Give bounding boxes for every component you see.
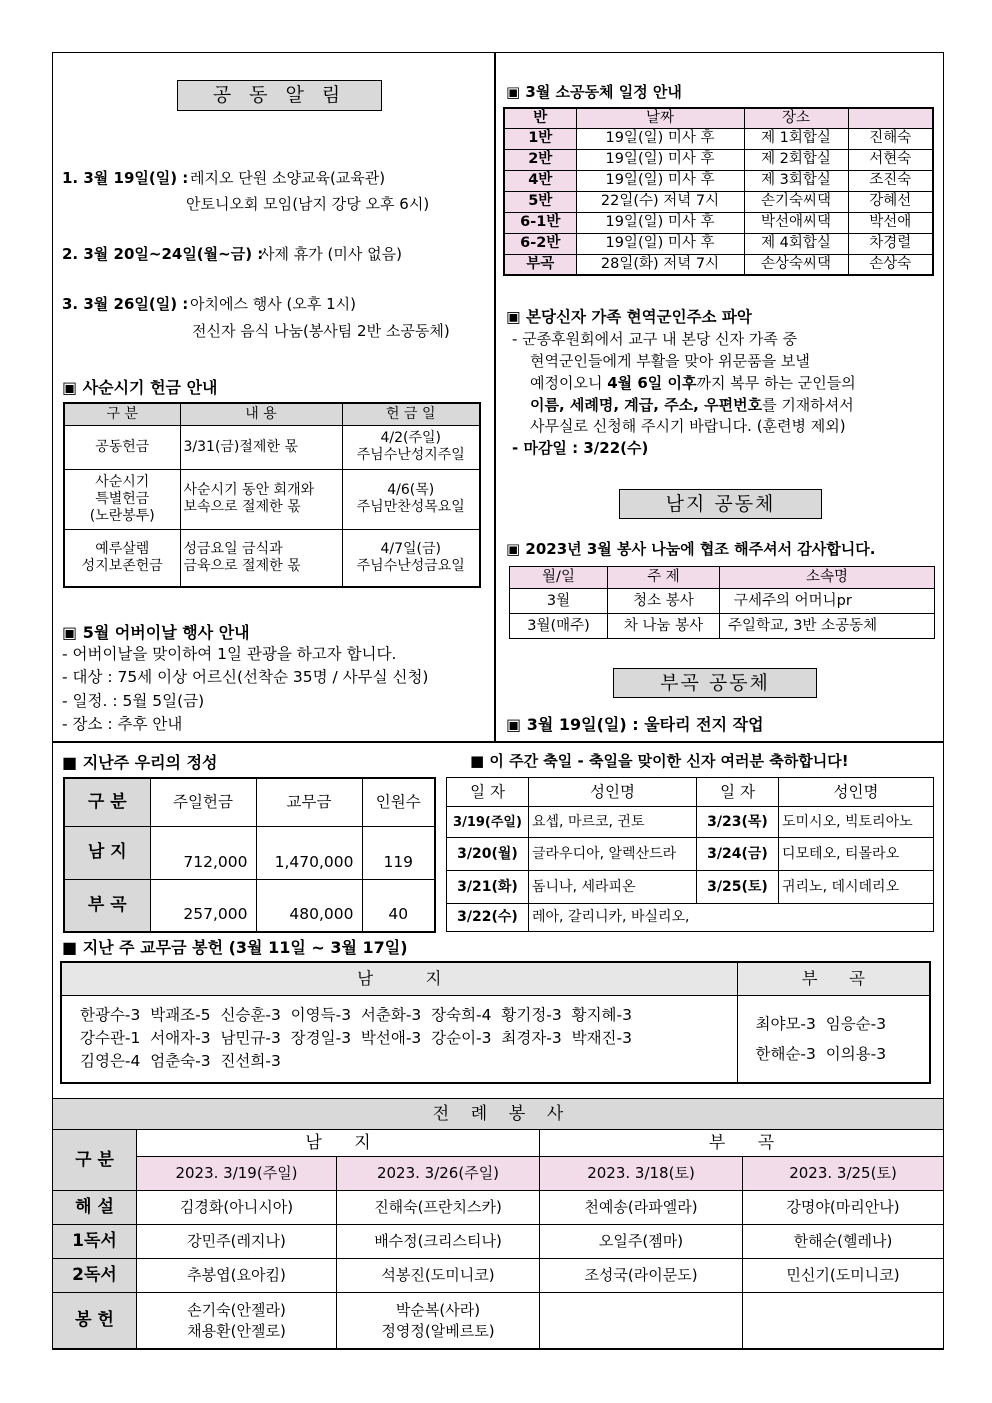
military-line: 현역군인들에게 부활을 맞아 위문품을 보낼: [530, 352, 810, 370]
offering-cell: 480,000: [256, 879, 362, 932]
liturgy-date: 2023. 3/19(주일): [137, 1157, 337, 1191]
offering-cell: 712,000: [150, 826, 256, 879]
sc-cell: 제 2회합실: [744, 149, 848, 170]
liturgy-cell: 손기숙(안젤라) 채용환(안젤로): [137, 1293, 337, 1349]
sc-header: 날짜: [576, 108, 744, 128]
lent-cell: 성금요일 금식과 금육으로 절제한 몫: [180, 529, 342, 587]
offering-cell: 40: [362, 879, 435, 932]
feast-header: 일 자: [447, 778, 529, 807]
sc-cell: 19일(일) 미사 후: [576, 128, 744, 149]
mayday-title: ▣ 5월 어버이날 행사 안내: [62, 623, 250, 642]
liturgy-cell: 석봉진(도미니코): [337, 1259, 540, 1293]
feast-header: 일 자: [697, 778, 779, 807]
sc-cell: 손기숙씨댁: [744, 191, 848, 212]
liturgy-cell: 배수정(크리스티나): [337, 1225, 540, 1259]
mayday-line: - 장소 : 추후 안내: [62, 715, 183, 733]
namji-thanks: ▣ 2023년 3월 봉사 나눔에 협조 해주셔서 감사합니다.: [506, 540, 876, 558]
sc-cell: 손상숙씨댁: [744, 254, 848, 275]
feast-cell: 돔니나, 세라피온: [529, 871, 697, 904]
feast-title: ■ 이 주간 축일 - 축일을 맞이한 신자 여러분 축하합니다!: [470, 752, 849, 770]
feast-header: 성인명: [529, 778, 697, 807]
military-line: 예정이오니 4월 6일 이후까지 복무 하는 군인들의: [530, 374, 856, 392]
sc-cell: 19일(일) 미사 후: [576, 212, 744, 233]
ns-cell: 주일학교, 3반 소공동체: [720, 614, 935, 639]
dues-namji-header: 남 지: [61, 962, 737, 995]
dues-title: ■ 지난 주 교무금 봉헌 (3월 11일 ~ 3월 17일): [62, 938, 408, 957]
feast-cell: 3/22(수): [447, 904, 529, 932]
sc-cell: 제 3회합실: [744, 170, 848, 191]
sc-cell: 19일(일) 미사 후: [576, 233, 744, 254]
offering-cell: 257,000: [150, 879, 256, 932]
mayday-line: - 대상 : 75세 이상 어르신(선착순 35명 / 사무실 신청): [62, 668, 429, 686]
notice-1-label: 1. 3월 19일(일) :: [62, 169, 189, 187]
offering-header: 인원수: [362, 778, 435, 826]
lent-header: 헌 금 일: [342, 403, 480, 425]
liturgy-title: 전 례 봉 사: [53, 1099, 944, 1130]
liturgy-cell: 오일주(젬마): [540, 1225, 743, 1259]
liturgy-cell: 추봉엽(요아킴): [137, 1259, 337, 1293]
offering-cell: 1,470,000: [256, 826, 362, 879]
sc-header: 반: [504, 108, 576, 128]
offering-cell: 부 곡: [64, 879, 150, 932]
bugok-title: 부곡 공동체: [613, 668, 817, 698]
military-deadline: - 마감일 : 3/22(수): [512, 439, 649, 457]
feast-cell: 3/24(금): [697, 838, 779, 871]
liturgy-cell: 천예송(라파엘라): [540, 1191, 743, 1225]
dues-table: [60, 961, 931, 1084]
feast-cell: 도미시오, 빅토리아노: [779, 807, 934, 838]
sc-header: 장소: [744, 108, 848, 128]
sc-cell: 박선애씨댁: [744, 212, 848, 233]
lent-header: 구 분: [64, 403, 180, 425]
sc-cell: 28일(화) 저녁 7시: [576, 254, 744, 275]
lent-cell: 공동헌금: [64, 425, 180, 469]
sc-cell: 22일(수) 저녁 7시: [576, 191, 744, 212]
section-divider: [52, 741, 944, 743]
mayday-line: - 어버이날을 맞이하여 1일 관광을 하고자 합니다.: [62, 645, 397, 663]
sc-cell: 진해숙: [848, 128, 933, 149]
liturgy-cell: [540, 1293, 743, 1349]
liturgy-namji: 남 지: [137, 1130, 540, 1157]
ns-cell: 청소 봉사: [608, 589, 720, 614]
lent-cell: 예루살렘 성지보존헌금: [64, 529, 180, 587]
sc-cell: 강혜선: [848, 191, 933, 212]
sc-cell: 6-2반: [504, 233, 576, 254]
sc-cell: 19일(일) 미사 후: [576, 170, 744, 191]
notice-3-line-a: 아치에스 행사 (오후 1시): [190, 295, 356, 313]
liturgy-cell: [743, 1293, 944, 1349]
military-line: - 군종후원회에서 교구 내 본당 신자 가족 중: [512, 330, 798, 348]
liturgy-date: 2023. 3/25(토): [743, 1157, 944, 1191]
liturgy-role: 해 설: [53, 1191, 137, 1225]
offering-cell: 119: [362, 826, 435, 879]
liturgy-role: 2독서: [53, 1259, 137, 1293]
dues-bugok-list: 최야모-3 임응순-3 한해순-3 이의용-3: [737, 995, 930, 1083]
dues-bugok-header: 부 곡: [737, 962, 930, 995]
liturgy-date: 2023. 3/18(토): [540, 1157, 743, 1191]
military-title: ▣ 본당신자 가족 현역군인주소 파악: [506, 308, 752, 326]
feast-cell: 글라우디아, 알렉산드라: [529, 838, 697, 871]
military-line: 이름, 세례명, 계급, 주소, 우편번호를 기재하셔서: [530, 396, 854, 414]
feast-cell: 3/20(월): [447, 838, 529, 871]
sc-header: [848, 108, 933, 128]
liturgy-gubun: 구 분: [53, 1130, 137, 1191]
liturgy-cell: 한해순(헬레나): [743, 1225, 944, 1259]
feast-cell: 3/21(화): [447, 871, 529, 904]
offering-header: 교무금: [256, 778, 362, 826]
liturgy-role: 봉 헌: [53, 1293, 137, 1349]
notice-3-label: 3. 3월 26일(일) :: [62, 295, 189, 313]
feast-cell: 3/19(주일): [447, 807, 529, 838]
namji-title: 남지 공동체: [619, 489, 822, 519]
sc-cell: 서현숙: [848, 149, 933, 170]
namji-service-table: [509, 566, 935, 639]
sc-cell: 19일(일) 미사 후: [576, 149, 744, 170]
column-divider: [494, 52, 496, 742]
ns-cell: 3월(매주): [510, 614, 608, 639]
notice-2-label: 2. 3월 20일~24일(월~금) :: [62, 245, 264, 263]
feast-cell: 3/23(목): [697, 807, 779, 838]
sc-cell: 4반: [504, 170, 576, 191]
liturgy-cell: 김경화(아니시아): [137, 1191, 337, 1225]
ns-header: 주 제: [608, 567, 720, 589]
lent-title: ▣ 사순시기 헌금 안내: [62, 378, 218, 397]
liturgy-bugok: 부 곡: [540, 1130, 944, 1157]
lent-cell: [342, 425, 480, 469]
liturgy-cell: 조성국(라이문도): [540, 1259, 743, 1293]
lent-cell: 3/31(금)절제한 몫: [180, 425, 342, 469]
mayday-line: - 일정. : 5월 5일(금): [62, 692, 205, 710]
ns-header: 소속명: [720, 567, 935, 589]
bugok-notice: ▣ 3월 19일(일) : 울타리 전지 작업: [506, 715, 764, 734]
notice-2-line-a: 사제 휴가 (미사 없음): [260, 245, 402, 263]
lent-cell: 사순시기 동안 회개와 보속으로 절제한 몫: [180, 469, 342, 529]
ns-cell: 3월: [510, 589, 608, 614]
liturgy-cell: 박순복(사라) 정영정(알베르토): [337, 1293, 540, 1349]
feast-table: [446, 777, 934, 932]
lent-cell: 4/7일(금) 주님수난성금요일: [342, 529, 480, 587]
common-notice-title: 공 동 알 림: [177, 80, 382, 111]
offering-header: 구 분: [64, 778, 150, 826]
lent-cell: 4/6(목) 주님만찬성목요일: [342, 469, 480, 529]
liturgy-cell: 강명야(마리안나): [743, 1191, 944, 1225]
lent-header: 내 용: [180, 403, 342, 425]
liturgy-role: 1독서: [53, 1225, 137, 1259]
offering-table: [63, 777, 436, 933]
ns-cell: 구세주의 어머니pr: [720, 589, 935, 614]
feast-cell: 요셉, 마르코, 귄토: [529, 807, 697, 838]
liturgy-cell: 진해숙(프란치스카): [337, 1191, 540, 1225]
sc-cell: 5반: [504, 191, 576, 212]
sc-cell: 1반: [504, 128, 576, 149]
liturgy-cell: 민신기(도미니코): [743, 1259, 944, 1293]
sc-cell: 6-1반: [504, 212, 576, 233]
sc-cell: 조진숙: [848, 170, 933, 191]
sc-cell: 2반: [504, 149, 576, 170]
feast-cell: 디모테오, 티몰라오: [779, 838, 934, 871]
sc-cell: 제 4회합실: [744, 233, 848, 254]
liturgy-table: [52, 1098, 944, 1349]
dues-namji-list: 한광수-3 박괘조-5 신승훈-3 이영득-3 서춘화-3 장숙희-4 황기정-3 황지혜-3 강수관-1 서애자-3 남민규-3 장경일-3 박선애-3 강순이-3 최경자-3 박재진-3 김영은-4 엄춘숙-3 진선희-3: [61, 995, 737, 1083]
offering-title: ■ 지난주 우리의 정성: [62, 753, 218, 772]
lent-table: [63, 402, 481, 588]
feast-cell: 레아, 갈리니카, 바실리오,: [529, 904, 934, 932]
ns-header: 월/일: [510, 567, 608, 589]
notice-1-line-a: 레지오 단원 소양교육(교육관): [190, 169, 386, 187]
sc-cell: 손상숙: [848, 254, 933, 275]
liturgy-date: 2023. 3/26(주일): [337, 1157, 540, 1191]
liturgy-cell: 강민주(레지나): [137, 1225, 337, 1259]
sc-cell: 차경렬: [848, 233, 933, 254]
lent-date-desc: 주님수난성지주일: [356, 447, 465, 463]
small-community-table: [503, 107, 934, 276]
feast-cell: 귀리노, 데시데리오: [779, 871, 934, 904]
lent-date: 4/2(주일): [380, 430, 441, 446]
lent-cell: 사순시기 특별헌금 (노란봉투): [64, 469, 180, 529]
offering-header: 주일헌금: [150, 778, 256, 826]
sc-cell: 제 1회합실: [744, 128, 848, 149]
feast-cell: 3/25(토): [697, 871, 779, 904]
notice-1-line-b: 안토니오회 모임(남지 강당 오후 6시): [186, 195, 430, 213]
military-line: 사무실로 신청해 주시기 바랍니다. (훈련병 제외): [530, 417, 846, 435]
sc-cell: 부곡: [504, 254, 576, 275]
small-community-title: ▣ 3월 소공동체 일정 안내: [506, 83, 682, 101]
feast-header: 성인명: [779, 778, 934, 807]
sc-cell: 박선애: [848, 212, 933, 233]
notice-3-line-b: 전신자 음식 나눔(봉사팀 2반 소공동체): [192, 322, 450, 340]
ns-cell: 차 나눔 봉사: [608, 614, 720, 639]
offering-cell: 남 지: [64, 826, 150, 879]
